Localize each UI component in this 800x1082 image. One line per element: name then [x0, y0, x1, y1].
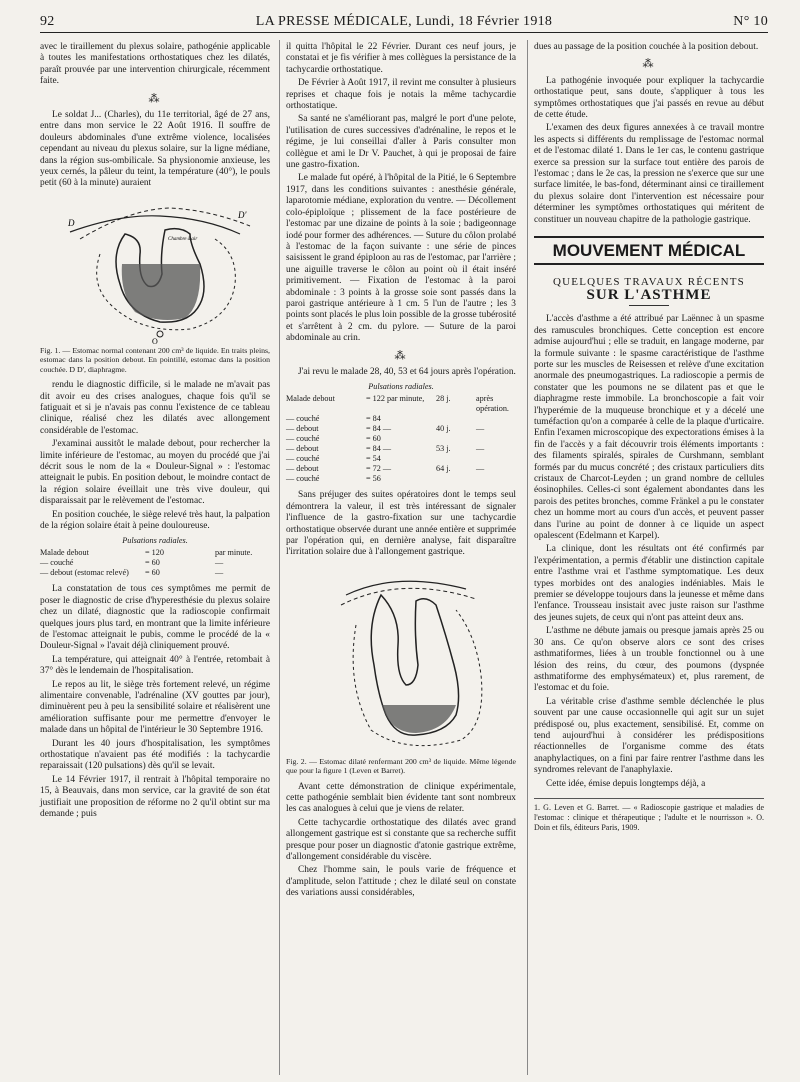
paragraph: L'examen des deux figures annexées à ce travail montre les aspects si différents du remplissage de l'estomac normal et de l'estomac dilaté 1. Dans le 1er cas, le contenu gastrique exerce sa pression sur la surface tout entière des parois de l'estomac ; dans le 2e cas, la pression ne s'exerce que sur une surface limitée, le bas-fond, déterminant ainsi ce tiraillement du plexus solaire dont l'intervention est nécessaire pour déterminer les symptômes orthostatiques qui méritent de constituer un nouveau chapitre de la pathologie gastrique.	[534, 123, 764, 225]
cell: = 84 —	[366, 424, 392, 434]
cell: = 122 par minute,	[366, 394, 425, 404]
cell: — couché	[40, 558, 74, 568]
asterism: ⁂	[148, 92, 162, 105]
column-2	[286, 42, 516, 902]
table-row	[286, 414, 516, 424]
paragraph: Cette tachycardie orthostatique des dilatés avec grand allongement gastrique est si constante que sa recherche suffit presque pour poser un diagnostic d'atonie gastrique extrême, d'allongement considérable du viscère.	[286, 817, 516, 863]
paragraph: dues au passage de la position couchée à la position debout.	[534, 42, 759, 52]
article-kicker: QUELQUES TRAVAUX RÉCENTS	[553, 275, 745, 288]
paragraph: Le soldat J... (Charles), du 11e territorial, âgé de 27 ans, entre dans mon service le 22 Août 1916. Il souffre de douleurs abdominales d'une extrême violence, localisées cependant au niveau du plexus solaire, sur la ligne médiane, dans la région sus-ombilicale. Sa physionomie anxieuse, les yeux cernés, la pâleur du teint, la température (40°), le pouls petit (60 à la minute) auraient	[40, 110, 270, 189]
diaphragm-line	[70, 216, 240, 234]
paragraph: De Février à Août 1917, il revint me consulter à plusieurs reprises et chaque fois je notais la même tachycardie orthostatique.	[286, 78, 516, 112]
cell: 28 j.	[436, 394, 451, 404]
cell: —	[215, 558, 224, 568]
cell: — couché	[286, 454, 320, 464]
table-caption: Pulsations radiales.	[122, 536, 188, 546]
cell: — couché	[286, 474, 320, 484]
paragraph: J'ai revu le malade 28, 40, 53 et 64 jours après l'opération.	[298, 366, 516, 377]
column-3	[534, 42, 764, 833]
table-row	[40, 548, 270, 558]
cell: après opération.	[476, 394, 509, 414]
cell: 40 j.	[436, 424, 451, 434]
footnote: 1. G. Leven et G. Barret. — « Radioscopie gastrique et maladies de l'estomac : clinique et thérapeutique ; l'adulte et le nourrisson ». O. Doin et fils, éditeurs Paris, 1909.	[534, 798, 764, 833]
paragraph: Cette idée, émise depuis longtemps déjà, a	[546, 778, 706, 789]
cell	[476, 454, 516, 464]
title-rule	[629, 305, 669, 306]
cell: 64 j.	[436, 464, 451, 474]
figure-2-drawing	[286, 565, 516, 755]
cell	[476, 434, 516, 444]
table-row	[286, 454, 516, 464]
paragraph: rendu le diagnostic difficile, si le malade ne m'avait pas dit avoir eu des crises analogues, chaque fois qu'il se fatiguait et si je n'avais pas connu l'existence de ce tableau clinique, réalisé chez les dilatés avec allongement considérable de l'estomac.	[40, 380, 270, 436]
diaphragm-dotted-line	[341, 588, 476, 605]
cell: = 120	[145, 548, 164, 558]
paragraph: La clinique, dont les résultats ont été confirmés par l'expérimentation, a permis d'établir une distinction capitale entre l'asthme vrai et l'asthme symptomatique. Les deux types morbides ont des analogies indéniables. Mais le premier se développe toujours dans la jeunesse et même dans l'enfance. Trousseau insistait avec juste raison sur l'asthme des jeunes sujets, de ceux qui n'ont pas atteint deux ans.	[534, 544, 764, 623]
page-number: 92	[40, 14, 55, 29]
cell: —	[476, 424, 485, 434]
figure-1-caption: Fig. 1. — Estomac normal contenant 200 cm³ de liquide. En traits pleins, estomac dans la position debout. En pointillé, estomac dans la position couchée. D D', diaphragme.	[40, 345, 270, 374]
paragraph: Chez l'homme sain, le pouls varie de fréquence et d'amplitude, selon l'attitude ; chez le dilaté seul on constate des variations aussi considérables,	[286, 865, 516, 899]
paragraph: Sa santé ne s'améliorant pas, malgré le port d'une pelote, l'utilisation de cures successives d'adrénaline, le repos et le régime, je lui conseillai d'aller à Paris consulter mon collègue et ami le Dr V. Pauchet, à qui je proposai de faire une gastro-fixation.	[286, 114, 516, 171]
cell: = 60	[366, 434, 381, 444]
figure-2-caption: Fig. 2. — Estomac dilaté renfermant 200 cm³ de liquide. Même légende que pour la figure 1 (Leven et Barret).	[286, 756, 516, 776]
label-chambre: Chambre à air	[168, 236, 198, 242]
table-row	[286, 464, 516, 474]
paragraph: L'accès d'asthme a été attribué par Laënnec à un spasme des ramuscules bronchiques. Cette conception est encore admise aujourd'hui ; elle se traduit, en langage moderne, par la formule suivante : le spasme caractéristique de l'asthme porte sur les muscles de Reisessen et relève d'une excitation anormale des pneumogastriques. La radioscopie a permis de constater que les poumons ne se dilatent pas et que le diaphragme reste immobile. La bronchoscopie a fait voir l'hyperémie de la muqueuse bronchique et y a décelé une tuméfaction qu'on a comparée à celle de la plaque d'urticaire. Enfin l'examen microscopique des expectorations émises à la fin de l'accès y a fait découvrir trois éléments importants : des filaments spiralés, spirales de Curshmann, semblant formés par du mucus concrété ; des cristaux particuliers dits cristaux de Charcot-Leyden ; un grand nombre de cellules éosinophiles. Celles-ci sont également abondantes dans les parois des petites bronches, comme Fränkel a pu le constater chez un homme mort au cours d'un accès, et peuvent passer dans l'urine au point de donner à ce liquide un aspect opalescent (Edelmann et Karpel).	[534, 314, 764, 542]
table-row	[286, 424, 516, 434]
column-divider	[527, 40, 528, 1075]
cell: = 54	[366, 454, 381, 464]
journal-title: LA PRESSE MÉDICALE, Lundi, 18 Février 1918	[255, 14, 553, 29]
diaphragm-dotted-line	[80, 208, 250, 239]
cell	[436, 414, 476, 424]
table-row	[40, 568, 270, 578]
cell: = 84 —	[366, 444, 392, 454]
cell: = 84	[366, 414, 381, 424]
asterism: ⁂	[394, 349, 408, 362]
cell: = 60	[145, 568, 160, 578]
cell: = 72 —	[366, 464, 392, 474]
navel-marker	[157, 331, 163, 337]
label-d: D	[68, 217, 75, 228]
cell: — debout (estomac relevé)	[40, 568, 129, 578]
paragraph: La température, qui atteignait 40° à l'entrée, retombait à 37° dès le lendemain de l'hospitalisation.	[40, 654, 270, 677]
figure-2	[286, 565, 516, 755]
cell: 53 j.	[436, 444, 451, 454]
cell: par minute.	[215, 548, 253, 558]
cell: = 56	[366, 474, 381, 484]
asterism: ⁂	[642, 58, 656, 71]
section-title: MOUVEMENT MÉDICAL	[534, 236, 764, 264]
paragraph: avec le tiraillement du plexus solaire, pathogénie applicable à toutes les manifestations orthostatiques chez les dilatés, paraît prouvée par une intervention chirurgicale, récemment faite.	[40, 42, 270, 87]
paragraph: Le malade fut opéré, à l'hôpital de la Pitié, le 6 Septembre 1917, dans les conditions suivantes : anesthésie générale, laparotomie médiane, exploration du ventre. — Décollement colo-épiploïque ; plissement de la face postérieure de l'estomac par une dizaine de points à la soie ; badigeonnage iodé pour former des adhérences. — Suture du côlon prolabé à l'estomac de la façon suivante : une série de pinces saisissent le grand épiploon au ras de l'estomac, par l'arrière ; une aiguille traverse le côlon au point où il était inséré primitivement. — Fixation de l'estomac à la paroi abdominale : 3 points à la grosse soie sont passés dans la paroi gastrique antérieure à 1 cm. 5 l'un de l'autre ; les 3 points sont placés le plus loin possible de la grosse tubérosité et s'arrêtent à 2 cm. du pylore. — Suture de la paroi abdominale au crin.	[286, 173, 516, 344]
cell: — couché	[286, 434, 320, 444]
cell: —	[476, 464, 485, 474]
issue-number: N° 10	[733, 14, 768, 29]
cell	[436, 434, 476, 444]
stomach-liquid	[382, 705, 456, 733]
label-o: O	[152, 336, 158, 344]
cell	[476, 474, 516, 484]
column-divider	[279, 40, 280, 1075]
paragraph: En position couchée, le siège relevé très haut, la palpation de la région solaire était à peine douloureuse.	[40, 509, 270, 531]
paragraph: La constatation de tous ces symptômes me permit de poser le diagnostic de crise d'hyperesthésie du plexus solaire chez un dilaté, diagnostic que la radioscopie confirmait quelques jours plus tard, en montrant que la limite inférieure de l'estomac atteignait le pubis, comme le procédé de la « Douleur-Signal » l'avait déjà cliniquement prouvé.	[40, 584, 270, 652]
table-caption: Pulsations radiales.	[368, 382, 434, 392]
figure-1	[40, 194, 270, 344]
paragraph: Durant les 40 jours d'hospitalisation, les symptômes orthostatique n'avaient pas été modifiés : la tachycardie reparaissait (120 pulsations) dès qu'il se levait.	[40, 738, 270, 772]
table-row	[286, 474, 516, 484]
cell: — debout	[286, 444, 319, 454]
table-row	[286, 394, 516, 414]
cell	[436, 474, 476, 484]
cell	[436, 454, 476, 464]
pulse-table-1	[40, 536, 270, 578]
cell	[476, 414, 516, 424]
cell: = 60	[145, 558, 160, 568]
page-header	[40, 10, 768, 33]
label-d-prime: D'	[238, 209, 247, 220]
article-title: SUR L'ASTHME	[586, 286, 712, 303]
paragraph: J'examinai aussitôt le malade debout, pour rechercher la limite inférieure de l'estomac, au moyen du procédé que j'ai décrit sous le nom de la « Douleur-Signal » : l'estomac atteignait le pubis. En position debout, le moindre contact de la région solaire éveillait une très vive douleur, qui disparaissait par le relèvement de l'estomac.	[40, 439, 270, 507]
paragraph: L'asthme ne débute jamais ou presque jamais après 25 ou 30 ans. Ce qu'on observe alors ce sont des crises asthmatiformes, liées à un trouble fonctionnel ou à une lésion des reins, du cœur, des poumons (dyspnée asthmatiforme des emphysémateux) et, plus rarement, de l'estomac et du foie.	[534, 626, 764, 694]
cell: —	[476, 444, 485, 454]
paragraph: Le repos au lit, le siège très fortement relevé, un régime alimentaire convenable, l'adrénaline (XV gouttes par jour), diminuèrent peu à peu la sensibilité solaire et réalisèrent une amélioration suffisante pour me permettre d'envoyer le malade dans un hôpital de l'intérieur le 30 Septembre 1916.	[40, 679, 270, 736]
paragraph: Sans préjuger des suites opératoires dont le temps seul démontrera la valeur, il est très intéressant de signaler l'influence de la gastro-fixation sur une tachycardie orthostatique observée durant une année entière et supprimée par l'opération qui, en dernière analyse, fait disparaître l'irritation solaire due à l'allongement gastrique.	[286, 490, 516, 558]
paragraph: Avant cette démonstration de clinique expérimentale, cette pathogénie semblait bien évidente tant sont nombreux les cas analogues à celui que je viens de relater.	[286, 781, 516, 815]
cell: — debout	[286, 424, 319, 434]
cell: Malade debout	[40, 548, 89, 558]
cell: Malade debout	[286, 394, 335, 404]
diaphragm-line	[346, 581, 466, 595]
pulse-table-2	[286, 382, 516, 484]
column-1	[40, 42, 270, 823]
paragraph: La véritable crise d'asthme semble déclenchée le plus souvent par une cause occasionnelle qui agit sur un sujet prédisposé ou, plus exactement, sensibilisé. Et, comme on tend aujourd'hui à considérer les prédispositions réactionnelles de l'organisme comme des états anaphylactiques, on a fini par faire rentrer l'asthme dans les syndromes relevant de l'anaphylaxie.	[534, 696, 764, 776]
table-row	[286, 444, 516, 454]
cell: — debout	[286, 464, 319, 474]
table-row	[286, 434, 516, 444]
cell: — couché	[286, 414, 320, 424]
paragraph: il quitta l'hôpital le 22 Février. Durant ces neuf jours, je constatai et je fis vérifier à mes collègues la persistance de la tachycardie orthostatique.	[286, 42, 516, 75]
stomach-liquid	[122, 264, 200, 320]
cell: —	[215, 568, 224, 578]
table-row	[40, 558, 270, 568]
paragraph: La pathogénie invoquée pour expliquer la tachycardie orthostatique peut, sans doute, s'appliquer à tous les symptômes orthostatiques que j'ai passés en revue au début de cette étude.	[534, 75, 764, 121]
paragraph: Le 14 Février 1917, il rentrait à l'hôpital temporaire no 15, à Beauvais, dans mon service, car la gravité de son état justifiait une proposition de réforme no 2 qu'il obtint sur ma demande ; puis	[40, 774, 270, 820]
figure-1-drawing	[40, 194, 270, 344]
